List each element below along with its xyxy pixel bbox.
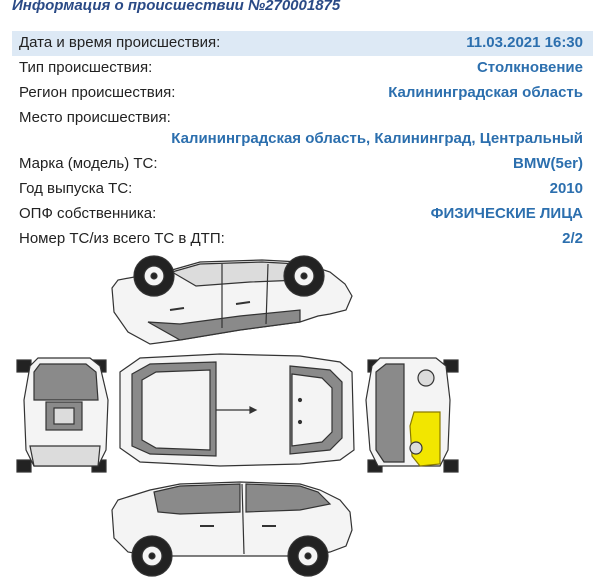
- row-value: Калининградская область: [388, 84, 583, 101]
- row-year: [12, 177, 593, 202]
- car-side-view-bottom: [112, 482, 352, 576]
- car-rear-view: [17, 358, 108, 472]
- row-value: ФИЗИЧЕСКИЕ ЛИЦА: [430, 205, 583, 222]
- car-side-view-top: [112, 256, 352, 344]
- row-region: [12, 81, 593, 106]
- row-label: ОПФ собственника:: [19, 205, 157, 222]
- row-vehicle-number: [12, 227, 593, 252]
- row-owner: [12, 202, 593, 227]
- row-label: Марка (модель) ТС:: [19, 155, 158, 172]
- row-value: BMW(5er): [513, 155, 583, 172]
- row-model: [12, 152, 593, 177]
- car-front-view: [366, 358, 458, 472]
- row-place: [12, 106, 593, 152]
- info-table: [12, 31, 593, 252]
- row-value: 11.03.2021 16:30: [466, 34, 583, 51]
- row-label: Год выпуска ТС:: [19, 180, 133, 197]
- row-value: 2/2: [562, 230, 583, 247]
- row-value: Калининградская область, Калининград, Центральный: [171, 130, 583, 147]
- row-label: Место происшествия:: [19, 109, 171, 126]
- car-damage-diagram: [0, 250, 606, 578]
- row-value: 2010: [549, 180, 583, 197]
- row-label: Номер ТС/из всего ТС в ДТП:: [19, 230, 225, 247]
- car-top-view: [120, 354, 354, 466]
- page-title: Информация о происшествии №270001875: [12, 0, 341, 14]
- row-type: [12, 56, 593, 81]
- row-datetime: [12, 31, 593, 56]
- row-label: Регион происшествия:: [19, 84, 176, 101]
- row-label: Дата и время происшествия:: [19, 34, 221, 51]
- row-value: Столкновение: [476, 59, 583, 76]
- damage-area: [410, 412, 440, 466]
- row-label: Тип происшествия:: [19, 59, 153, 76]
